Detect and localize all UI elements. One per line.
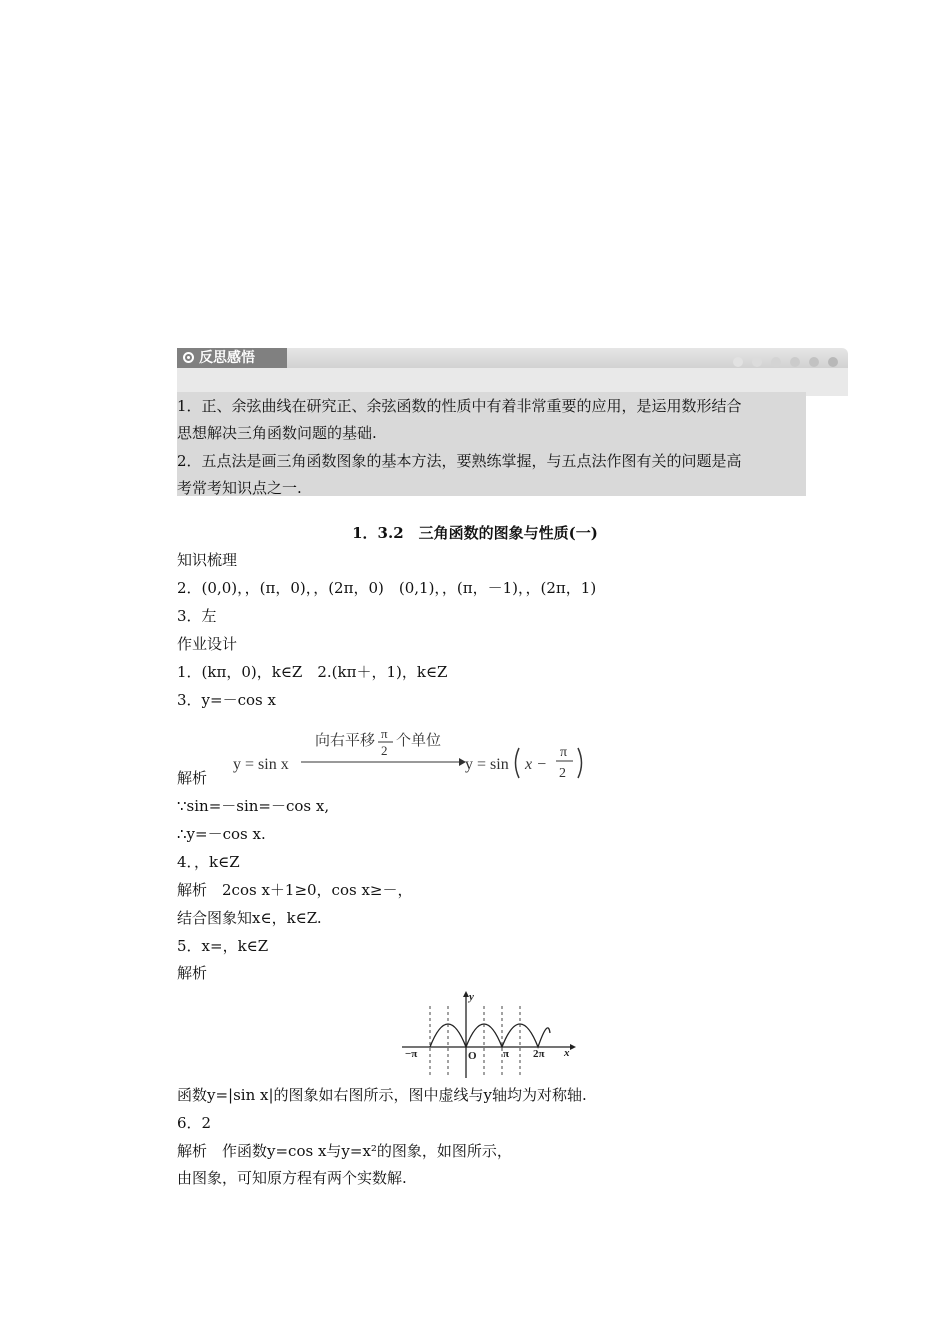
banner-label: 反思感悟 — [199, 350, 255, 366]
shift-unit: 个单位 — [396, 733, 442, 749]
answer-line: 4．，k∈Z — [177, 853, 240, 871]
answer-line: 结合图象知x∈，k∈Z. — [177, 909, 322, 927]
answer-line: 5．x=，k∈Z — [177, 937, 269, 955]
analysis-label: 解析 — [177, 964, 208, 982]
reflection-line: 考常考知识点之一. — [177, 479, 302, 497]
answer-line: 2．(0,0)，，(π，0)，，(2π，0) (0,1)，，(π，－1)，，(2π，1) — [177, 579, 597, 597]
answer-line: 1．(kπ，0)，k∈Z 2.(kπ＋，1)，k∈Z — [177, 663, 448, 681]
shift-label: 向右平移 — [315, 733, 376, 749]
dot-icon — [733, 357, 743, 367]
shift-fraction-num: π — [381, 726, 388, 741]
y-axis-label: y — [469, 991, 474, 1003]
tick-label: π — [503, 1048, 510, 1060]
formula-right-x: x − — [525, 756, 547, 773]
target-icon — [183, 352, 194, 363]
tick-label: 2π — [533, 1048, 545, 1060]
answer-line: ∴y=－cos x. — [177, 825, 266, 843]
analysis-label: 解析 — [177, 769, 208, 787]
formula-right-num: π — [560, 745, 568, 760]
heading-homework: 作业设计 — [177, 635, 238, 653]
reflection-line: 2．五点法是画三角函数图象的基本方法，要熟练掌握，与五点法作图有关的问题是高 — [177, 452, 742, 470]
formula-right-den: 2 — [559, 766, 566, 781]
formula-left: y = sin x — [233, 756, 289, 773]
tick-label: −π — [405, 1048, 418, 1060]
transformation-formula — [229, 726, 599, 786]
origin-label: O — [468, 1050, 477, 1062]
left-paren-icon — [516, 748, 520, 778]
section-title: 1．3.2 三角函数的图象与性质(一) — [352, 524, 598, 542]
abs-sin-graph — [400, 988, 580, 1078]
banner-strip — [177, 348, 848, 368]
x-axis-label: x — [564, 1047, 570, 1059]
x-arrow-icon — [570, 1044, 576, 1050]
answer-line: 函数y=|sin x|的图象如右图所示，图中虚线与y轴均为对称轴. — [177, 1086, 587, 1104]
reflection-line: 1．正、余弦曲线在研究正、余弦函数的性质中有着非常重要的应用，是运用数形结合 — [177, 397, 742, 415]
dot-icon — [809, 357, 819, 367]
right-paren-icon — [578, 748, 582, 778]
answer-line: 解析 作函数y=cos x与y=x²的图象，如图所示， — [177, 1142, 512, 1160]
shift-fraction-den: 2 — [381, 743, 388, 758]
reflection-line: 思想解决三角函数问题的基础. — [177, 424, 377, 442]
answer-line: ∵sin=－sin=－cos x, — [177, 797, 330, 815]
dot-icon — [752, 357, 762, 367]
reflection-banner — [177, 348, 848, 396]
formula-right-prefix: y = sin — [465, 756, 509, 773]
answer-line: 3．y=－cos x — [177, 691, 276, 709]
heading-knowledge: 知识梳理 — [177, 551, 238, 569]
banner-tag — [177, 348, 287, 368]
answer-line: 3．左 — [177, 607, 217, 625]
reflection-block — [177, 392, 806, 496]
dot-icon — [828, 357, 838, 367]
answer-line: 6．2 — [177, 1114, 212, 1132]
dot-icon — [771, 357, 781, 367]
dot-icon — [790, 357, 800, 367]
answer-line: 由图象，可知原方程有两个实数解. — [177, 1169, 407, 1187]
answer-line: 解析 2cos x＋1≥0，cos x≥－， — [177, 881, 413, 899]
